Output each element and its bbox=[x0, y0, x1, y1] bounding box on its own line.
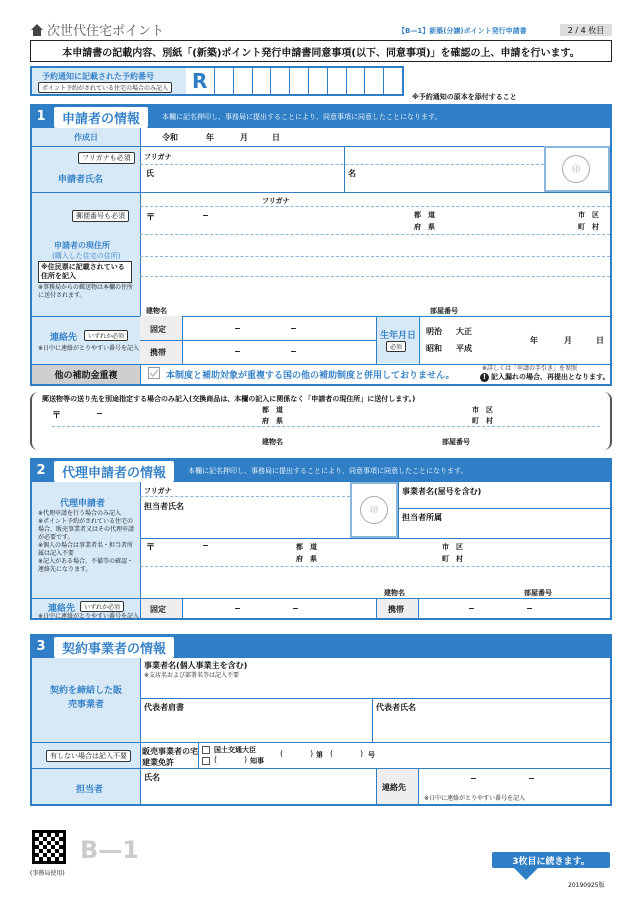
mobile-phone-input[interactable] bbox=[184, 342, 374, 362]
section3-number: 3 bbox=[36, 639, 46, 654]
license-minister-checkbox[interactable] bbox=[202, 746, 210, 754]
subsidy-warning: ! 記入漏れの場合、再提出となります。 bbox=[480, 372, 609, 382]
postal-mark: 〒 bbox=[146, 213, 156, 223]
license-dai: 第 bbox=[316, 751, 323, 759]
charge-dash2: − bbox=[528, 774, 535, 783]
postal-dash: − bbox=[202, 211, 209, 220]
license-num-paren-l: ( bbox=[280, 749, 284, 758]
date-year: 年 bbox=[206, 133, 214, 142]
checkmark-icon bbox=[149, 368, 159, 378]
company-label: 事業者名(個人事業主を含む) bbox=[144, 661, 248, 670]
section1-note: 本欄に記名押印し、事務局に提出することにより、同意事項に同意したことになります。 bbox=[162, 113, 442, 121]
era-meiji[interactable]: 明治 bbox=[426, 327, 442, 336]
date-era: 令和 bbox=[162, 133, 178, 142]
rep-title-input[interactable] bbox=[142, 714, 370, 740]
charge-contact-label: 連絡先 bbox=[382, 783, 406, 792]
reservation-sublabel: ポイント予約がされている住宅の場合のみ記入 bbox=[38, 82, 172, 93]
mail-pref2: 府 県 bbox=[262, 417, 283, 425]
mail-pref1: 都 道 bbox=[262, 406, 283, 414]
license-no-paren-l: ( bbox=[330, 749, 334, 758]
mei-label: 名 bbox=[348, 169, 356, 178]
name-furigana-label: フリガナ bbox=[144, 153, 172, 161]
agent-contact-label: 連絡先 bbox=[48, 604, 76, 614]
brand-logo bbox=[30, 20, 164, 39]
building-label: 建物名 bbox=[146, 307, 167, 315]
agent-fixed-dash1: − bbox=[234, 604, 241, 613]
arrow-down-icon bbox=[514, 868, 538, 880]
agent-postal-dash: − bbox=[202, 541, 209, 550]
license-governor-checkbox[interactable] bbox=[202, 757, 210, 765]
reservation-number-cells[interactable] bbox=[214, 68, 402, 94]
fixed-phone-label: 固定 bbox=[150, 325, 166, 334]
contact-label: 連絡先 bbox=[50, 333, 78, 343]
fixed-dash-1: − bbox=[234, 324, 241, 333]
agent-charge-name-label: 担当者氏名 bbox=[144, 502, 184, 511]
address-instruction-box: ※住民票に記載されている住所を記入 bbox=[38, 261, 132, 283]
mail-city2: 町 村 bbox=[472, 417, 493, 425]
agent-mobile-dash1: − bbox=[468, 604, 475, 613]
license-num-paren-r: ) bbox=[310, 749, 314, 758]
applicant-name-label: 申請者氏名 bbox=[58, 175, 104, 185]
section2-title: 代理申請者の情報 bbox=[54, 461, 174, 482]
agent-city2: 町 村 bbox=[442, 555, 463, 563]
company-input[interactable] bbox=[142, 678, 608, 696]
agent-contact-note: ※日中に連絡がとりやすい番号を記入 bbox=[38, 613, 140, 620]
license-optional-badge: 有しない場合は記入不要 bbox=[46, 750, 131, 762]
mail-address-input[interactable] bbox=[50, 405, 600, 447]
date-month: 月 bbox=[240, 133, 248, 142]
continue-banner: 3枚目に続きます。 bbox=[492, 852, 610, 868]
address-input[interactable] bbox=[142, 236, 608, 296]
birth-day: 日 bbox=[596, 336, 604, 345]
agent-fixed-label: 固定 bbox=[150, 605, 166, 614]
rep-name-label: 代表者氏名 bbox=[376, 703, 416, 712]
rep-name-input[interactable] bbox=[374, 714, 608, 740]
date-input[interactable] bbox=[184, 128, 294, 146]
agent-company-label: 事業者名(屋号を含む) bbox=[402, 487, 482, 496]
agent-address-input[interactable] bbox=[142, 568, 608, 596]
exclamation-icon: ! bbox=[480, 373, 489, 382]
charge-contact-note: ※日中に連絡がとりやすい番号を記入 bbox=[424, 795, 526, 802]
date-day: 日 bbox=[272, 133, 280, 142]
agent-furigana: フリガナ bbox=[144, 487, 172, 495]
era-showa[interactable]: 昭和 bbox=[426, 344, 442, 353]
mobile-phone-label: 携帯 bbox=[150, 348, 166, 357]
charge-name-label: 氏名 bbox=[144, 773, 160, 782]
birth-label: 生年月日 bbox=[380, 331, 417, 341]
furigana-required-badge: フリガナも必須 bbox=[78, 152, 135, 164]
agent-city1: 市 区 bbox=[442, 543, 463, 551]
license-paren-r: ) bbox=[244, 755, 248, 764]
agent-mobile-label: 携帯 bbox=[388, 605, 404, 614]
qr-label: (事務局使用) bbox=[30, 870, 65, 877]
charge-name-input[interactable] bbox=[142, 782, 372, 802]
pref-line1: 都 道 bbox=[414, 211, 435, 219]
license-governor-label: 知事 bbox=[250, 757, 264, 765]
agent-building-label: 建物名 bbox=[384, 589, 405, 597]
section1-number: 1 bbox=[36, 109, 46, 124]
section3-header bbox=[32, 636, 610, 658]
page-indicator: 2 / 4 枚目 bbox=[560, 24, 612, 36]
city-line2: 町 村 bbox=[578, 223, 599, 231]
mail-postal-mark: 〒 bbox=[52, 411, 62, 421]
charge-dash1: − bbox=[470, 774, 477, 783]
subsidy-note-guide: ※詳しくは「申請の手引き」を参照 bbox=[482, 365, 578, 372]
mobile-dash-2: − bbox=[290, 347, 297, 356]
birth-year: 年 bbox=[530, 336, 538, 345]
agent-dept-label: 担当者所属 bbox=[402, 513, 442, 522]
mail-room-label: 部屋番号 bbox=[442, 438, 470, 446]
room-label: 部屋番号 bbox=[430, 307, 458, 315]
birth-date-input[interactable] bbox=[488, 318, 606, 362]
address-label: 申請者の現住所 bbox=[54, 241, 110, 250]
mail-postal-dash: − bbox=[96, 409, 103, 418]
address-sublabel: (購入した住宅の住所) bbox=[52, 252, 121, 260]
version-label: 20190925版 bbox=[568, 882, 605, 889]
section1-header bbox=[32, 106, 610, 128]
mail-box-title: 郵送物等の送り先を別途指定する場合のみ記入(交換商品は、本欄の記入に関係なく「申請者の現住所」に送付します。) bbox=[42, 395, 416, 403]
seal-stamp-area[interactable]: 印 bbox=[562, 155, 590, 183]
license-paren-l: ( bbox=[214, 755, 218, 764]
notice-banner: 本申請書の記載内容、別紙「(新築)ポイント発行申請書同意事項(以下、同意事項)」を確認の上、申請を行います。 bbox=[30, 40, 612, 62]
agent-room-label: 部屋番号 bbox=[524, 589, 552, 597]
brand-name: 次世代住宅ポイント bbox=[47, 24, 165, 39]
bldg-furigana-label: フリガナ bbox=[262, 197, 290, 205]
mobile-dash-1: − bbox=[234, 347, 241, 356]
pref-line2: 府 県 bbox=[414, 223, 435, 231]
agent-seal-area[interactable]: 印 bbox=[360, 496, 388, 524]
mail-building-label: 建物名 bbox=[262, 438, 283, 446]
section2-note: 本欄に記名押印し、事務局に提出することにより、同意事項に同意したことになります。 bbox=[188, 467, 468, 475]
license-no-paren-r: ) bbox=[360, 749, 364, 758]
reservation-note: ※予約通知の原本を添付すること bbox=[412, 93, 517, 101]
reservation-prefix: R bbox=[192, 69, 208, 93]
fixed-phone-input[interactable] bbox=[184, 318, 374, 338]
agent-contact-badge: いずれか必須 bbox=[80, 601, 124, 612]
seller-label: 契約を締結した販売事業者 bbox=[49, 686, 122, 710]
agent-label: 代理申請者 bbox=[60, 499, 106, 509]
subsidy-statement: 本制度と補助対象が重複する国の他の補助制度と併用しておりません。 bbox=[166, 371, 455, 381]
subsidy-label: 他の補助金重複 bbox=[54, 370, 118, 381]
applicant-name-input[interactable] bbox=[156, 166, 536, 188]
date-label: 作成日 bbox=[74, 132, 98, 142]
license-label: 販売事業者の宅建業免許 bbox=[142, 747, 198, 767]
agent-mobile-dash2: − bbox=[526, 604, 533, 613]
postal-required-badge: 郵便番号も必須 bbox=[72, 210, 129, 222]
agent-notes: ※代理申請を行う場合のみ記入 ※ポイント予約がされている住宅の場合、販売事業者又はその代理申請が必要です。 ※個人の場合は事業者名・担当者所属は記入不要 ※記入がある場合、不備等の確認・連絡先になります。 bbox=[38, 510, 135, 573]
charge-label: 担当者 bbox=[76, 785, 104, 795]
subsidy-checkbox[interactable] bbox=[148, 367, 160, 379]
postal-code-input[interactable] bbox=[160, 208, 256, 222]
form-name: 【B—1】新築(分譲)ポイント発行申請書 bbox=[398, 27, 527, 35]
reservation-box bbox=[30, 66, 404, 96]
agent-company-input[interactable] bbox=[400, 496, 608, 508]
rep-title-label: 代表者肩書 bbox=[144, 703, 184, 712]
agent-dept-input[interactable] bbox=[400, 522, 608, 536]
charge-contact-input[interactable] bbox=[420, 770, 608, 790]
license-go: 号 bbox=[368, 751, 375, 759]
fixed-dash-2: − bbox=[290, 324, 297, 333]
section1-title: 申請者の情報 bbox=[54, 107, 148, 128]
city-line1: 市 区 bbox=[578, 211, 599, 219]
era-heisei[interactable]: 平成 bbox=[456, 344, 472, 353]
address-mail-note: ※事務局からの郵送物は本欄の住所に送付されます。 bbox=[38, 284, 134, 299]
qr-code bbox=[32, 830, 66, 864]
reservation-label: 予約通知に記載された予約番号 bbox=[42, 72, 154, 81]
agent-pref1: 都 道 bbox=[296, 543, 317, 551]
company-note: ※支店名および部署名等は記入不要 bbox=[144, 672, 240, 679]
license-minister-label: 国土交通大臣 bbox=[214, 746, 256, 754]
era-taisho[interactable]: 大正 bbox=[456, 327, 472, 336]
section2-header bbox=[32, 460, 610, 482]
sei-label: 氏 bbox=[146, 169, 154, 178]
agent-fixed-dash2: − bbox=[292, 604, 299, 613]
contact-note: ※日中に連絡がとりやすい番号を記入 bbox=[38, 345, 140, 352]
birth-month: 月 bbox=[564, 336, 572, 345]
agent-postal-mark: 〒 bbox=[146, 543, 156, 553]
mail-city1: 市 区 bbox=[472, 406, 493, 414]
agent-name-input[interactable] bbox=[142, 512, 348, 536]
agent-mobile-input[interactable] bbox=[420, 600, 608, 616]
agent-fixed-input[interactable] bbox=[184, 600, 374, 616]
birth-required-badge: 必須 bbox=[386, 341, 406, 352]
form-code: B—1 bbox=[80, 836, 139, 864]
section3-title: 契約事業者の情報 bbox=[54, 637, 174, 658]
section2-number: 2 bbox=[36, 463, 46, 478]
agent-pref2: 府 県 bbox=[296, 555, 317, 563]
house-icon bbox=[30, 23, 44, 37]
contact-required-badge: いずれか必須 bbox=[84, 330, 128, 341]
